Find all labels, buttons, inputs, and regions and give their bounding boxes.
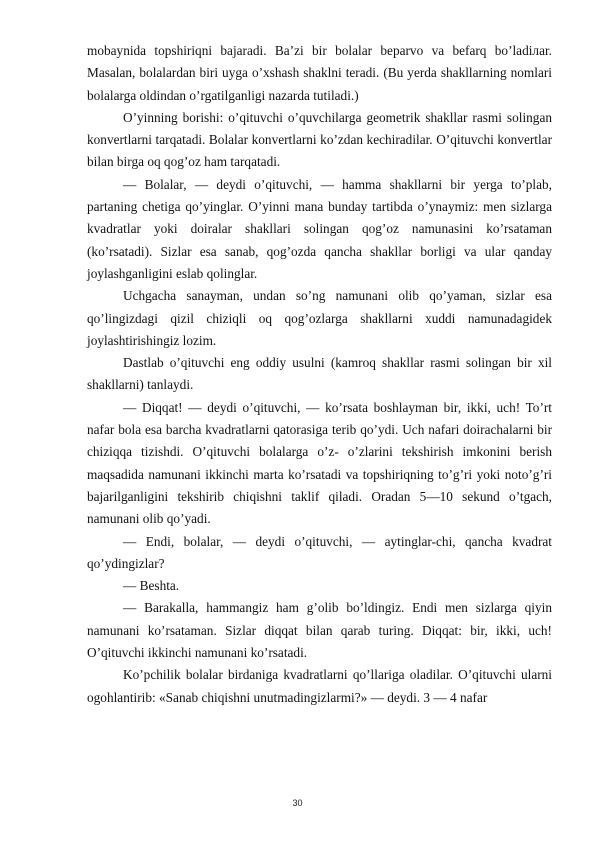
- paragraph-10: Ko’pchilik bolalar birdaniga kvadratlarni qo’llariga oladilar. O’qituvchi ularni ogohlantirib: «Sanab chiqishni unutmadingizlarmi?» — deydi. 3 — 4 nafar: [87, 667, 552, 705]
- paragraph-4: Uchgacha sanayman, undan so’ng namunani olib qo’yaman, sizlar esa qo’lingizdagi qizil chiziqli oq qog’ozlarga shakllarni xuddi namunadagidek joylashtirishingiz lozim.: [87, 288, 552, 348]
- document-page: [87, 40, 552, 709]
- paragraph-8: — Beshta.: [123, 578, 180, 594]
- paragraph-6: — Diqqat! — deydi o’qituvchi, — ko’rsata boshlayman bir, ikki, uch! To’rt nafar bola esa barcha kvadratlarni qatorasiga terib qo’ydi. Uch nafari doirachalarni bir chiziqqa tizishdi. O’qituvchi bolalarga o’z- o’zlarini tekshirish imkonini berish maqsadida namunani ikkinchi marta ko’rsatadi va topshiriqning to’g’ri yoki noto’g’ri bajarilganligini tekshirib chiqishni taklif qiladi. Oradan 5—10 sekund o’tgach, namunani olib qo’yadi.: [87, 399, 552, 527]
- paragraph-1: mobaynida topshiriqni bajaradi. Ba’zi bir bolalar beparvo va befarq bo’ladiлar. Masalan, bolalardan biri uyga o’xshash shaklni teradi. (Bu yerda shakllarning nomlari bolalarga oldindan o’rgatilganligi nazarda tutiladi.): [87, 43, 552, 103]
- paragraph-2: O’yinning borishi: o’qituvchi o’quvchilarga geometrik shakllar rasmi solingan konvertlarni tarqatadi. Bolalar konvertlarni ko’zdan kechiradilar. O’qituvchi konvertlar bilan birga oq qog’oz ham tarqatadi.: [87, 109, 552, 170]
- paragraph-5: Dastlab o’qituvchi eng oddiy usulni (kamroq shakllar rasmi solingan bir xil shakllarni) tanlaydi.: [87, 355, 552, 393]
- paragraph-7: — Endi, bolalar, — deydi o’qituvchi, — aytinglar-chi, qancha kvadrat qo’ydingizlar?: [87, 533, 552, 571]
- page-number: 30: [292, 798, 303, 808]
- paragraph-9: — Barakalla, hammangiz ham g’olib bo’ldingiz. Endi men sizlarga qiyin namunani ko’rsataman. Sizlar diqqat bilan qarab turing. Diqqat: bir, ikki, uch! O’qituvchi ikkinchi namunani ko’rsatadi.: [87, 600, 552, 661]
- paragraph-3: — Bolalar, — deydi o’qituvchi, — hamma shakllarni bir yerga to’plab, partaning chetiga qo’yinglar. O’yinni mana bunday tartibda o’ynaymiz: men sizlarga kvadratlar yoki doiralar shakllari solingan qog’oz namunasini ko’rsataman (ko’rsatadi). Sizlar esa sanab, qog’ozda qancha shakllar borligi va ular qanday joylashganligini eslab qolinglar.: [87, 176, 552, 281]
